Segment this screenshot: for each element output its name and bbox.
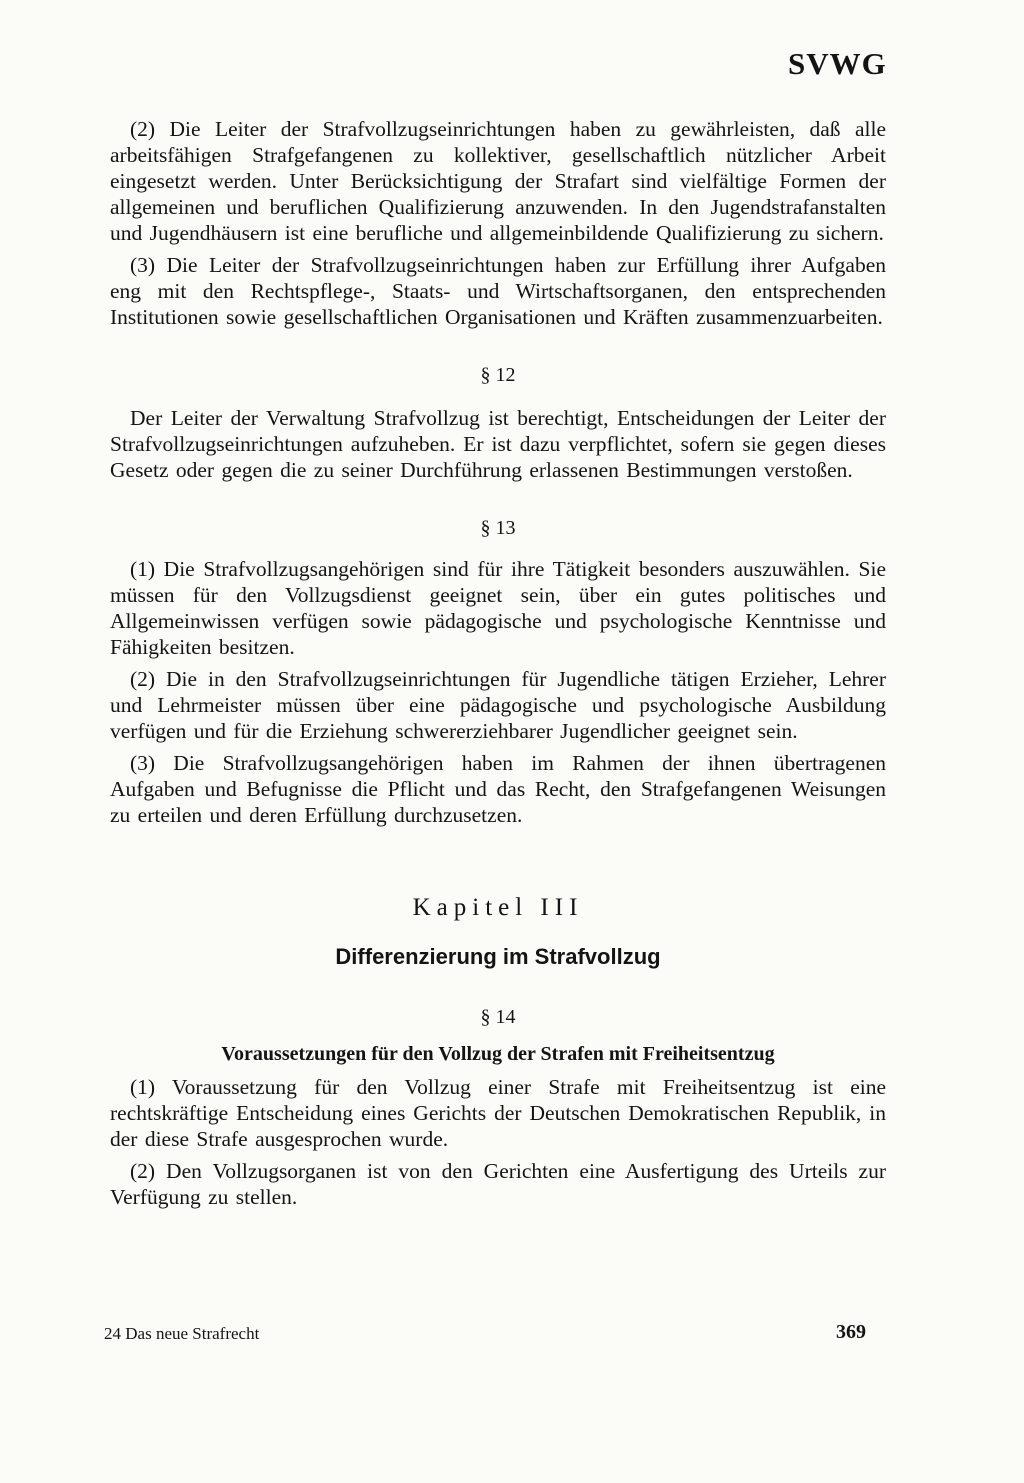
chapter-title: Differenzierung im Strafvollzug	[335, 944, 661, 969]
section-12-mark: § 12	[480, 364, 516, 386]
paragraph-13-2: (2) Die in den Strafvollzugseinrichtungen für Jugendliche tätigen Erzieher, Lehrer und Lehrmeister müssen über eine pädagogische und psychologische Ausbildung verfügen und für die Erziehung schwererziehbarer Jugendlicher geeignet sein.	[110, 667, 886, 743]
footer-source: 24 Das neue Strafrecht	[104, 1324, 260, 1343]
section-13-mark: § 13	[480, 517, 516, 539]
page-number: 369	[836, 1321, 866, 1343]
running-header: SVWG	[788, 46, 887, 81]
paragraph-12: Der Leiter der Verwaltung Strafvollzug ist berechtigt, Entscheidungen der Leiter der Strafvollzugseinrichtungen aufzuheben. Er ist dazu verpflichtet, sofern sie gegen dieses Gesetz oder gegen die zu seiner Durchführung erlassenen Bestimmungen verstoßen.	[110, 406, 886, 482]
paragraph-13-1: (1) Die Strafvollzugsangehörigen sind für ihre Tätigkeit besonders auszuwählen. Sie müssen für den Vollzugsdienst geeignet sein, über ein gutes politisches und Allgemeinwissen verfügen sowie pädagogische und psychologische Kenntnisse und Fähigkeiten besitzen.	[110, 557, 886, 659]
paragraph-14-2: (2) Den Vollzugsorganen ist von den Gerichten eine Ausfertigung des Urteils zur Verfügung zu stellen.	[110, 1159, 886, 1209]
paragraph-11-3: (3) Die Leiter der Strafvollzugseinrichtungen haben zur Erfüllung ihrer Aufgaben eng mit den Rechtspflege-, Staats- und Wirtschaftsorganen, den entsprechenden Institutionen sowie gesellschaftlichen Organisationen und Kräften zusammenzuarbeiten.	[110, 253, 886, 329]
page-body	[110, 116, 886, 1216]
chapter-label: Kapitel III	[412, 894, 584, 921]
paragraph-11-2: (2) Die Leiter der Strafvollzugseinrichtungen haben zu gewährleisten, daß alle arbeitsfähigen Strafgefangenen zu kollektiver, gesellschaftlich nützlicher Arbeit eingesetzt werden. Unter Berücksichtigung der Strafart sind vielfältige Formen der allgemeinen und beruflichen Qualifizierung anzuwenden. In den Jugendstrafanstalten und Jugendhäusern ist eine berufliche und allgemeinbildende Qualifizierung zu sichern.	[110, 117, 886, 245]
paragraph-14-1: (1) Voraussetzung für den Vollzug einer Strafe mit Freiheitsentzug ist eine rechtskräftige Entscheidung eines Gerichts der Deutschen Demokratischen Republik, in der diese Strafe ausgesprochen wurde.	[110, 1075, 886, 1151]
section-14-mark: § 14	[480, 1006, 516, 1028]
section-14-heading: Voraussetzungen für den Vollzug der Strafen mit Freiheitsentzug	[221, 1043, 775, 1065]
paragraph-13-3: (3) Die Strafvollzugsangehörigen haben im Rahmen der ihnen übertragenen Aufgaben und Befugnisse die Pflicht und das Recht, den Strafgefangenen Weisungen zu erteilen und deren Erfüllung durchzusetzen.	[110, 751, 886, 827]
